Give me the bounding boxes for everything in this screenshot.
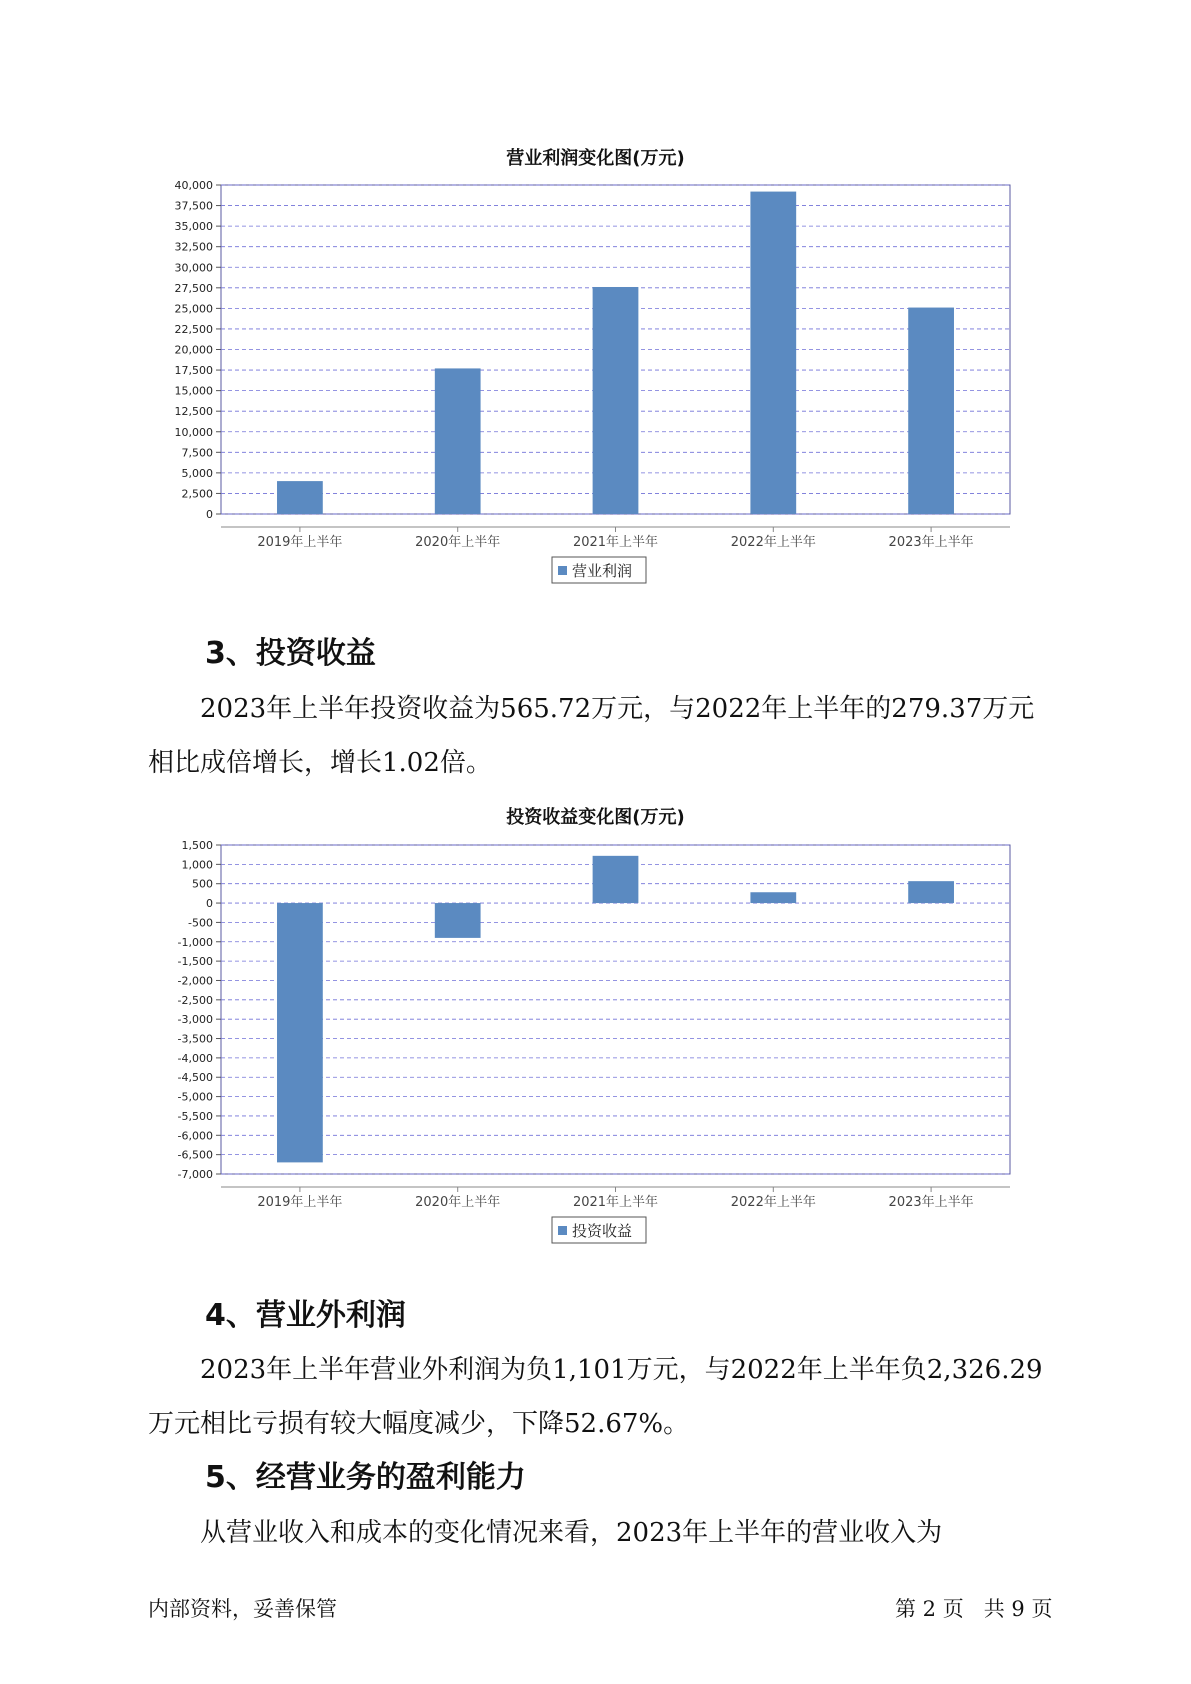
paragraph-line: 从营业收入和成本的变化情况来看，2023年上半年的营业收入为	[200, 1518, 943, 1548]
legend-swatch	[558, 1226, 567, 1235]
y-tick-label: -3,500	[177, 1032, 213, 1046]
y-tick-label: 15,000	[174, 384, 213, 398]
x-tick-label: 2022年上半年	[730, 1195, 816, 1210]
bar	[435, 903, 481, 938]
bar	[908, 308, 954, 514]
y-tick-label: 10,000	[174, 425, 213, 439]
paragraph-line: 2023年上半年营业外利润为负1,101万元，与2022年上半年负2,326.29	[200, 1355, 1043, 1385]
y-tick-label: 0	[206, 508, 213, 521]
y-tick-label: 0	[206, 897, 213, 911]
paragraph-line: 相比成倍增长，增长1.02倍。	[148, 748, 492, 778]
y-tick-label: -1,000	[177, 935, 213, 949]
paragraph-profitability	[148, 1506, 1068, 1560]
bar	[593, 287, 639, 514]
y-tick-label: -5,500	[177, 1109, 213, 1123]
x-tick-label: 2023年上半年	[888, 1195, 974, 1210]
x-tick-label: 2021年上半年	[572, 535, 659, 550]
x-tick-label: 2021年上半年	[572, 1195, 659, 1210]
y-tick-label: 27,500	[174, 281, 213, 295]
y-tick-label: 37,500	[174, 199, 213, 213]
x-tick-label: 2019年上半年	[257, 535, 343, 550]
y-tick-label: 7,500	[181, 446, 213, 460]
bar	[908, 881, 954, 903]
bar	[593, 856, 639, 903]
y-tick-label: 2,500	[181, 487, 213, 501]
y-tick-label: 25,000	[174, 302, 213, 316]
section-heading-non-operating-profit: 4、营业外利润	[205, 1298, 406, 1333]
footer-note: 内部资料，妥善保管	[148, 1597, 337, 1621]
paragraph-line: 万元相比亏损有较大幅度减少，下降52.67%。	[148, 1409, 690, 1439]
y-tick-label: 32,500	[174, 240, 213, 254]
bar	[750, 192, 796, 514]
y-tick-label: 1,500	[181, 839, 213, 852]
y-tick-label: -2,500	[177, 993, 213, 1007]
legend-label: 营业利润	[572, 562, 633, 580]
y-tick-label: 1,000	[181, 858, 213, 872]
y-tick-label: 12,500	[174, 405, 213, 419]
bar	[277, 481, 323, 514]
paragraph-investment-income	[148, 682, 1068, 790]
legend-label: 投资收益	[572, 1222, 633, 1240]
y-tick-label: 22,500	[174, 322, 213, 336]
y-tick-label: 5,000	[181, 466, 213, 480]
paragraph-non-operating-profit	[148, 1343, 1068, 1451]
y-tick-label: -1,500	[177, 955, 213, 969]
bar	[277, 903, 323, 1162]
operating-profit-chart-svg	[0, 170, 1191, 630]
y-tick-label: -500	[188, 916, 213, 930]
section-heading-profitability: 5、经营业务的盈利能力	[205, 1460, 526, 1495]
investment-income-chart-svg	[0, 830, 1191, 1250]
page-number: 第 2 页 共 9 页	[895, 1597, 1053, 1621]
y-tick-label: -6,500	[177, 1148, 213, 1162]
paragraph-line: 2023年上半年投资收益为565.72万元，与2022年上半年的279.37万元	[200, 694, 1035, 724]
bar	[435, 368, 481, 514]
x-tick-label: 2022年上半年	[730, 535, 816, 550]
x-tick-label: 2019年上半年	[257, 1195, 343, 1210]
y-tick-label: 20,000	[174, 343, 213, 357]
y-tick-label: -6,000	[177, 1129, 213, 1143]
y-tick-label: -4,000	[177, 1051, 213, 1065]
chart-title: 营业利润变化图(万元)	[506, 148, 685, 169]
y-tick-label: -2,000	[177, 974, 213, 988]
y-tick-label: 500	[192, 877, 213, 891]
chart-title: 投资收益变化图(万元)	[506, 807, 685, 828]
y-tick-label: -3,000	[177, 1013, 213, 1027]
y-tick-label: 30,000	[174, 261, 213, 275]
x-tick-label: 2023年上半年	[888, 535, 974, 550]
legend-swatch	[558, 566, 567, 575]
y-tick-label: -5,000	[177, 1090, 213, 1104]
section-heading-investment-income: 3、投资收益	[205, 636, 376, 671]
y-tick-label: 35,000	[174, 220, 213, 234]
x-tick-label: 2020年上半年	[415, 535, 501, 550]
y-tick-label: -4,500	[177, 1071, 213, 1085]
x-tick-label: 2020年上半年	[415, 1195, 501, 1210]
bar	[750, 892, 796, 903]
y-tick-label: -7,000	[177, 1168, 213, 1181]
y-tick-label: 17,500	[174, 364, 213, 378]
y-tick-label: 40,000	[174, 179, 213, 192]
